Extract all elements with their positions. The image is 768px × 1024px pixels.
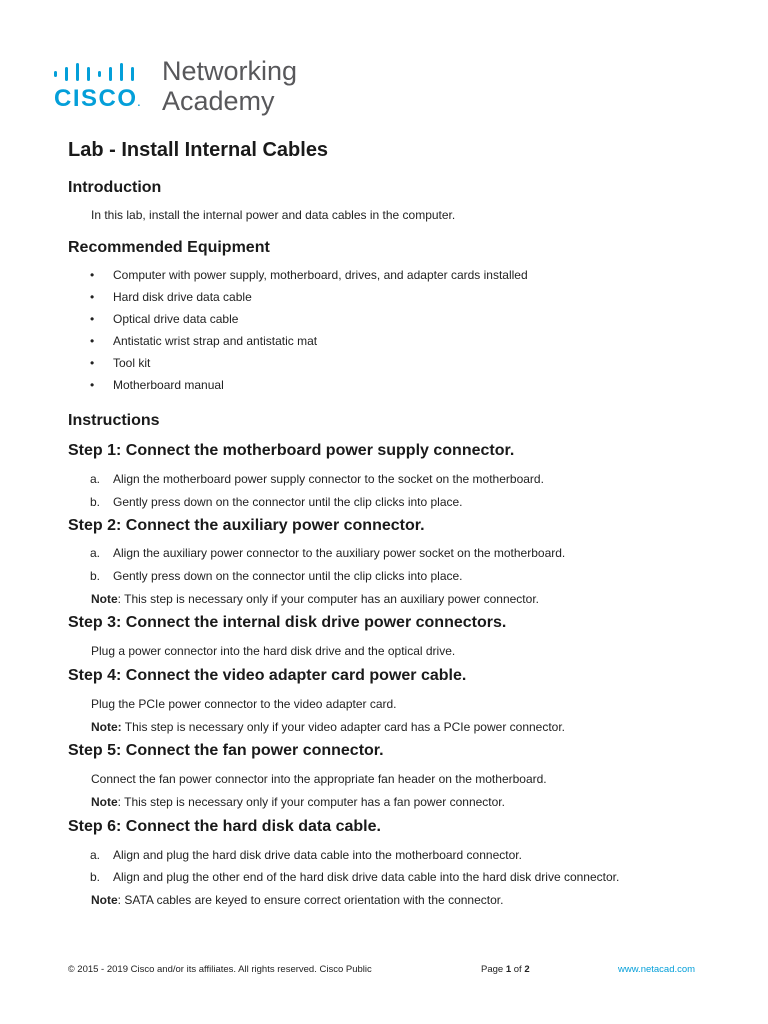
cisco-networking-academy-logo: [54, 58, 314, 118]
step-6-item-b: b. Align and plug the other end of the hard disk drive data cable into the hard disk drive connector.: [90, 870, 620, 884]
introduction-text: In this lab, install the internal power and data cables in the computer.: [91, 208, 456, 222]
list-item: • Antistatic wrist strap and antistatic mat: [90, 334, 318, 348]
footer-copyright: © 2015 - 2019 Cisco and/or its affiliates. All rights reserved. Cisco Public: [68, 964, 372, 975]
bullet-icon: •: [90, 356, 95, 370]
list-item: • Tool kit: [90, 356, 151, 370]
step-3-heading: Step 3: Connect the internal disk drive power connectors.: [68, 614, 507, 631]
list-item: • Computer with power supply, motherboard, drives, and adapter cards installed: [90, 268, 528, 282]
list-item: • Motherboard manual: [90, 378, 224, 392]
logo-academy-text: Academy: [162, 86, 275, 116]
step-6-note: Note: SATA cables are keyed to ensure correct orientation with the connector.: [91, 893, 504, 907]
copyright-icon: ©: [68, 964, 75, 974]
cisco-bars-icon: [54, 63, 138, 81]
step-1-heading: Step 1: Connect the motherboard power supply connector.: [68, 442, 515, 459]
footer-website-link[interactable]: www.netacad.com: [618, 964, 696, 975]
list-item: • Optical drive data cable: [90, 312, 239, 326]
list-item: • Hard disk drive data cable: [90, 290, 252, 304]
step-4-note: Note: This step is necessary only if your video adapter card has a PCIe power connector.: [91, 720, 566, 734]
step-3-text: Plug a power connector into the hard disk drive and the optical drive.: [91, 644, 456, 658]
step-6-heading: Step 6: Connect the hard disk data cable.: [68, 818, 381, 835]
equipment-list: [90, 268, 528, 400]
bullet-icon: •: [90, 312, 95, 326]
logo-networking-text: Networking: [162, 56, 298, 86]
step-2-note: Note: This step is necessary only if your computer has an auxiliary power connector.: [91, 592, 539, 606]
bullet-icon: •: [90, 290, 95, 304]
step-5-note: Note: This step is necessary only if your computer has a fan power connector.: [91, 795, 505, 809]
instructions-heading: Instructions: [68, 412, 160, 429]
bullet-icon: •: [90, 378, 95, 392]
footer-page-number: Page 1 of 2: [481, 964, 530, 975]
step-4-heading: Step 4: Connect the video adapter card power cable.: [68, 667, 467, 684]
step-4-text: Plug the PCIe power connector to the video adapter card.: [91, 697, 397, 711]
introduction-heading: Introduction: [68, 179, 162, 196]
bullet-icon: •: [90, 268, 95, 282]
step-5-heading: Step 5: Connect the fan power connector.: [68, 742, 384, 759]
bullet-icon: •: [90, 334, 95, 348]
step-2-item-a: a. Align the auxiliary power connector to the auxiliary power socket on the motherboard.: [90, 546, 566, 560]
cisco-wordmark: CISCO.: [54, 85, 142, 112]
equipment-heading: Recommended Equipment: [68, 239, 270, 256]
step-2-item-b: b. Gently press down on the connector until the clip clicks into place.: [90, 569, 463, 583]
step-1-item-a: a. Align the motherboard power supply connector to the socket on the motherboard.: [90, 472, 544, 486]
step-6-item-a: a. Align and plug the hard disk drive data cable into the motherboard connector.: [90, 848, 522, 862]
page-title: Lab - Install Internal Cables: [68, 139, 329, 161]
step-5-text: Connect the fan power connector into the appropriate fan header on the motherboard.: [91, 772, 547, 786]
step-2-heading: Step 2: Connect the auxiliary power connector.: [68, 517, 425, 534]
step-1-item-b: b. Gently press down on the connector until the clip clicks into place.: [90, 495, 463, 509]
